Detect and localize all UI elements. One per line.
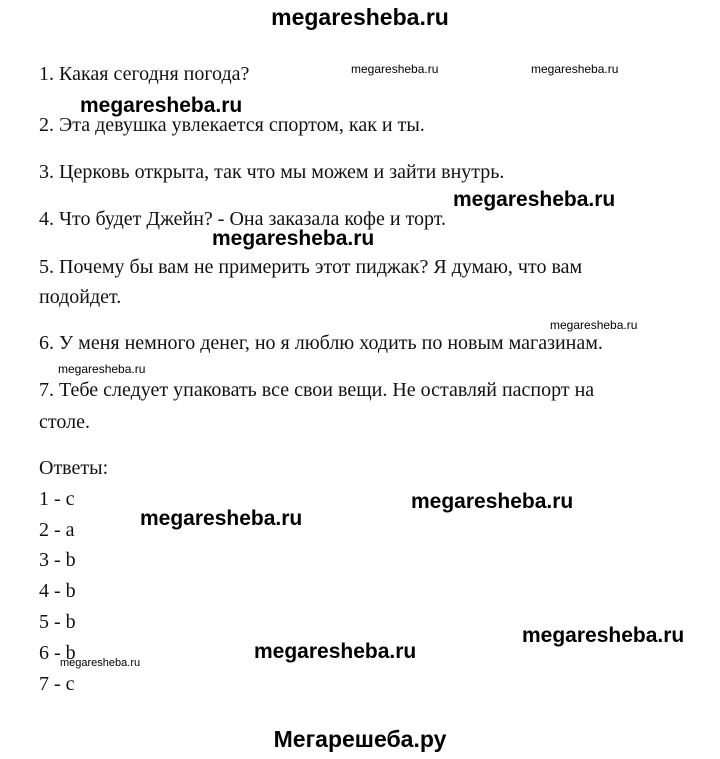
sentence-6: 6. У меня немного денег, но я люблю ходить по новым магазинам.	[39, 332, 603, 354]
sentence-3: 3. Церковь открыта, так что мы можем и зайти внутрь.	[39, 161, 505, 183]
answer-item: 1 - c	[39, 488, 75, 510]
sentence-5-line-1: 5. Почему бы вам не примерить этот пиджак? Я думаю, что вам	[39, 256, 583, 278]
watermark: megaresheba.ru	[351, 62, 439, 76]
answer-item: 6 - b	[39, 642, 76, 664]
sentence-2: 2. Эта девушка увлекается спортом, как и ты.	[39, 114, 425, 136]
watermark: megaresheba.ru	[453, 188, 616, 211]
answer-item: 3 - b	[39, 549, 76, 571]
watermark: megaresheba.ru	[550, 318, 638, 332]
watermark: megaresheba.ru	[411, 490, 574, 513]
watermark: megaresheba.ru	[58, 362, 146, 376]
answer-item: 4 - b	[39, 580, 76, 602]
page-header-site-title: megaresheba.ru	[271, 4, 449, 30]
sentence-7-line-1: 7. Тебе следует упаковать все свои вещи. Не оставляй паспорт на	[39, 379, 595, 401]
watermark: megaresheba.ru	[60, 657, 141, 669]
watermark: megaresheba.ru	[254, 640, 417, 663]
sentence-4: 4. Что будет Джейн? - Она заказала кофе и торт.	[39, 208, 447, 230]
sentence-5-line-2: подойдет.	[39, 286, 122, 308]
answers-heading: Ответы:	[39, 457, 109, 479]
answer-item: 5 - b	[39, 611, 76, 633]
sentence-1: 1. Какая сегодня погода?	[39, 63, 250, 85]
watermark: megaresheba.ru	[140, 507, 303, 530]
watermark: megaresheba.ru	[531, 62, 619, 76]
answer-item: 7 - c	[39, 673, 75, 695]
page-footer-title: Мегарешеба.ру	[273, 726, 447, 752]
sentence-7-line-2: столе.	[39, 411, 90, 433]
watermark: megaresheba.ru	[212, 227, 375, 250]
watermark: megaresheba.ru	[80, 94, 243, 117]
answer-item: 2 - a	[39, 519, 75, 541]
watermark: megaresheba.ru	[522, 624, 685, 647]
